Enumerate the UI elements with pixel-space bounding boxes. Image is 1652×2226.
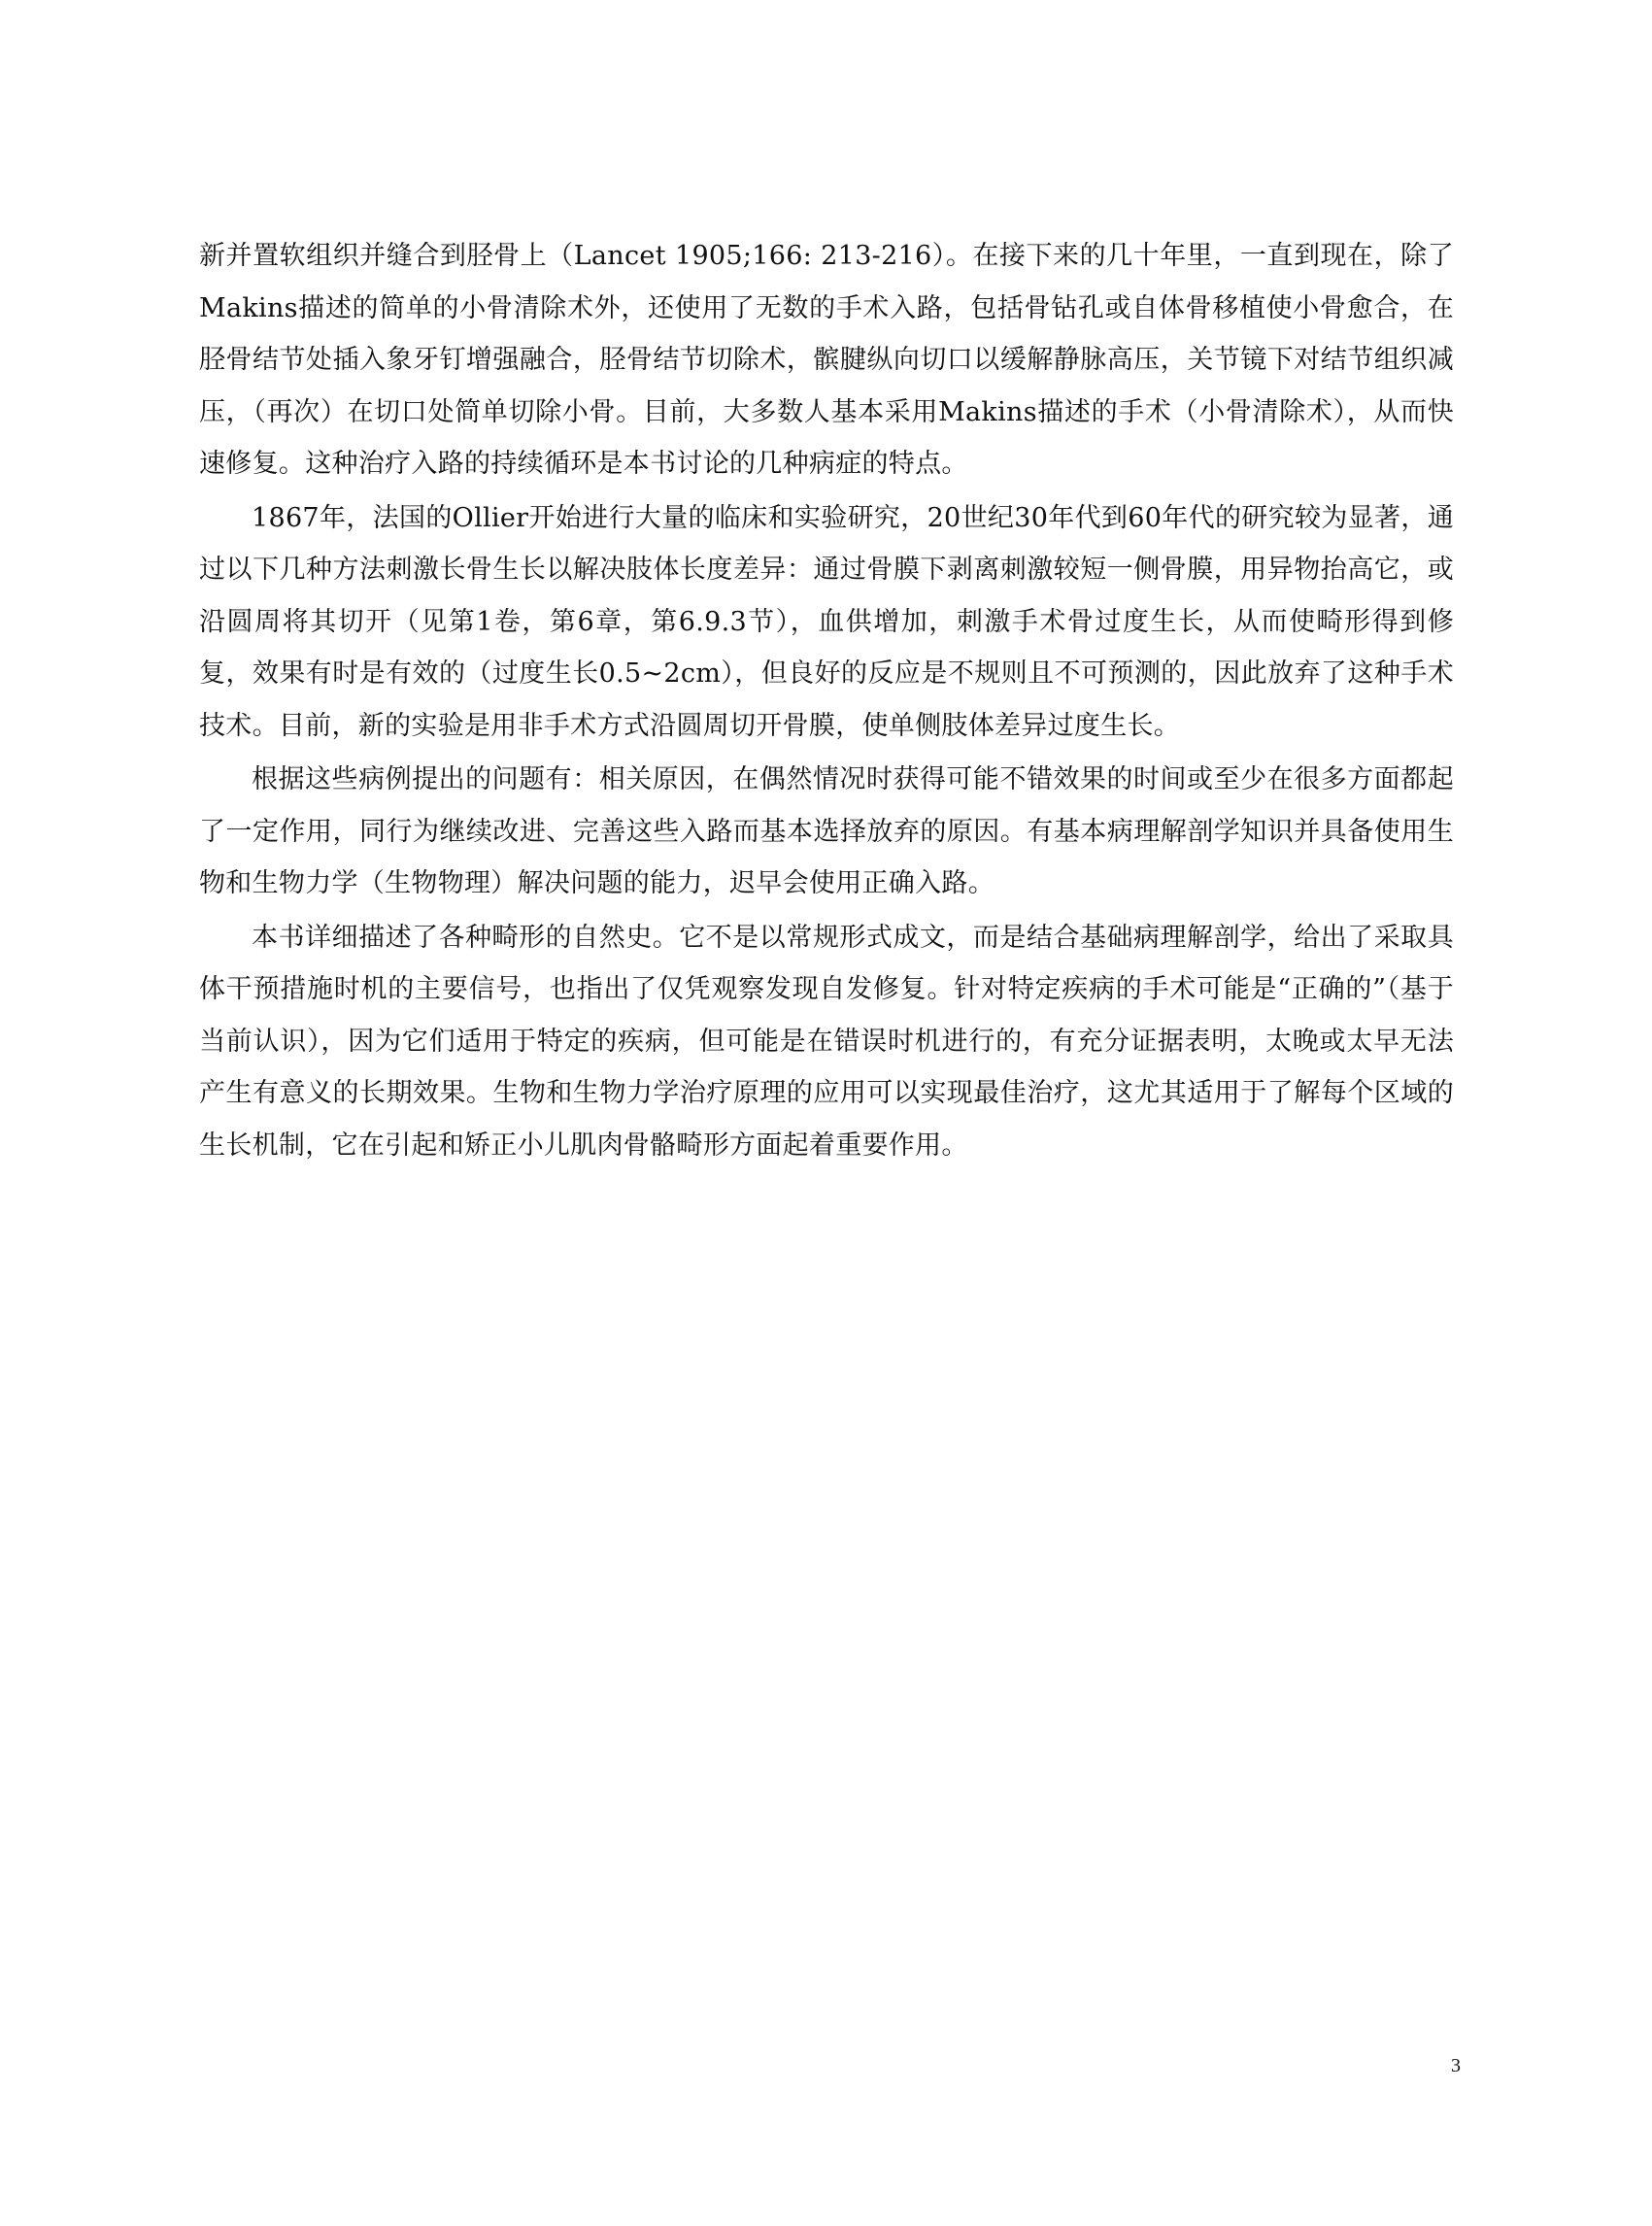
paragraph-1: 新并置软组织并缝合到胫骨上（Lancet 1905;166: 213-216）。在接下来的几十年里，一直到现在，除了Makins描述的简单的小骨清除术外，还使用了无数的手术入路，包括骨钻孔或自体骨移植使小骨愈合，在胫骨结节处插入象牙钉增强融合，胫骨结节切除术，髌腱纵向切口以缓解静脉高压，关节镜下对结节组织减压，（再次）在切口处简单切除小骨。目前，大多数人基本采用Makins描述的手术（小骨清除术），从而快速修复。这种治疗入路的持续循环是本书讨论的几种病症的特点。 bbox=[199, 241, 1454, 479]
body-text bbox=[199, 230, 1454, 1173]
page-number: 3 bbox=[1451, 2055, 1461, 2076]
paragraph-2: 1867年，法国的Ollier开始进行大量的临床和实验研究，20世纪30年代到60年代的研究较为显著，通过以下几种方法刺激长骨生长以解决肢体长度差异：通过骨膜下剥离刺激较短一侧骨膜，用异物抬高它，或沿圆周将其切开（见第1卷，第6章，第6.9.3节），血供增加，刺激手术骨过度生长，从而使畸形得到修复，效果有时是有效的（过度生长0.5~2cm），但良好的反应是不规则且不可预测的，因此放弃了这种手术技术。目前，新的实验是用非手术方式沿圆周切开骨膜，使单侧肢体差异过度生长。 bbox=[199, 502, 1454, 741]
paragraph-4: 本书详细描述了各种畸形的自然史。它不是以常规形式成文，而是结合基础病理解剖学，给出了采取具体干预措施时机的主要信号，也指出了仅凭观察发现自发修复。针对特定疾病的手术可能是“正确的”（基于当前认识），因为它们适用于特定的疾病，但可能是在错误时机进行的，有充分证据表明，太晚或太早无法产生有意义的长期效果。生物和生物力学治疗原理的应用可以实现最佳治疗，这尤其适用于了解每个区域的生长机制，它在引起和矫正小儿肌肉骨骼畸形方面起着重要作用。 bbox=[199, 922, 1454, 1161]
paragraph-3: 根据这些病例提出的问题有：相关原因，在偶然情况时获得可能不错效果的时间或至少在很多方面都起了一定作用，同行为继续改进、完善这些入路而基本选择放弃的原因。有基本病理解剖学知识并具备使用生物和生物力学（生物物理）解决问题的能力，迟早会使用正确入路。 bbox=[199, 764, 1454, 898]
